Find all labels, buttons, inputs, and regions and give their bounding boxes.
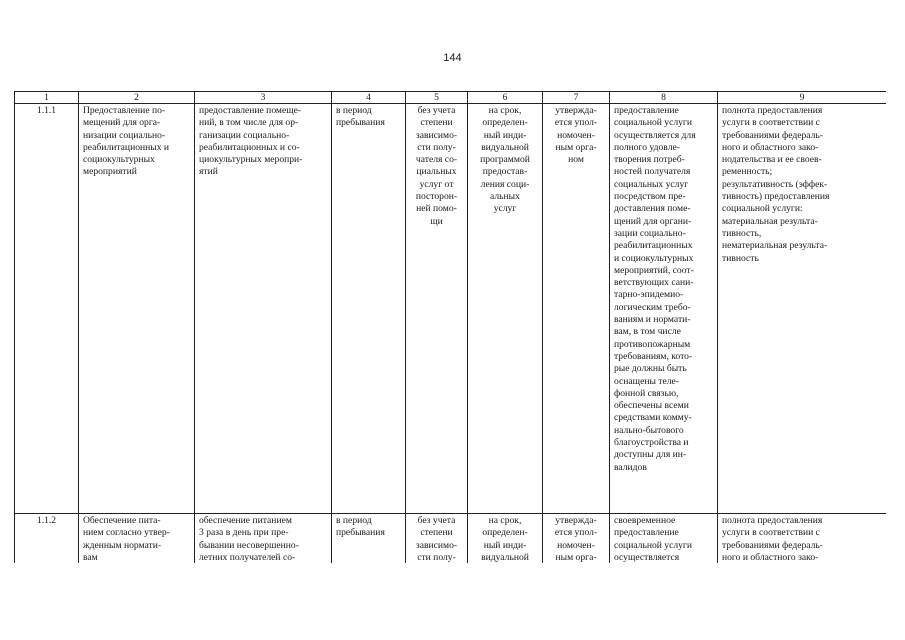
column-header: 9 — [718, 92, 887, 104]
column-header: 4 — [332, 92, 406, 104]
column-header: 8 — [610, 92, 718, 104]
services-table — [14, 91, 886, 563]
row-number: 1.1.2 — [15, 514, 79, 564]
column-numbers-row — [15, 92, 887, 104]
table-row — [15, 514, 887, 564]
service-name-cell: Обеспечение пита- нием согласно утвер- жденным нормати- вам — [79, 514, 195, 564]
service-conditions-cell: своевременное предоставление социальной услуги осуществляется — [610, 514, 718, 564]
service-term-cell: на срок, определен- ный инди- видуальной программой предостав- ления соци- альных услуг — [468, 104, 543, 514]
service-period-cell: в период пребывания — [332, 514, 406, 564]
service-quality-cell: полнота предоставления услуги в соответствии с требованиями федераль- ного и областного зако- — [718, 514, 887, 564]
table-row — [15, 104, 887, 514]
column-header: 2 — [79, 92, 195, 104]
row-number: 1.1.1 — [15, 104, 79, 514]
column-header: 1 — [15, 92, 79, 104]
service-quality-cell: полнота предоставления услуги в соответствии с требованиями федераль- ного и областного зако- нодательства и ее своев- ременность; результативность (эффек- тивность) предоставления социальной услуги: материальная результа- тивность, нематериальная результа- тивность — [718, 104, 887, 514]
service-content-cell: предоставление помеще- ний, в том числе для ор- ганизации социально- реабилитационных и со- циокультурных меропри- ятий — [195, 104, 332, 514]
service-tariff-cell: утвержда- ется упол- номочен- ным орга- ном — [543, 104, 610, 514]
column-header: 5 — [406, 92, 468, 104]
column-header: 7 — [543, 92, 610, 104]
service-conditions-cell: предоставление социальной услуги осуществляется для полного удовле- творения потреб- ностей получателя социальных услуг посредством пре- доставления поме- щений для органи- зации социально- реабилитационных и социокультурных мероприятий, соот- ветствующих сани- тарно-эпидемио- логическим требо- ваниям и нормати- вам, в том числе противопожарным требованиям, кото- рые должны быть оснащены теле- фонной связью, обеспечены всеми средствами комму- нально-бытового благоустройства и доступны для ин- валидов — [610, 104, 718, 514]
service-tariff-cell: утвержда- ется упол- номочен- ным орга- — [543, 514, 610, 564]
service-content-cell: обеспечение питанием 3 раза в день при пре- бывании несовершенно- летних получателей со- — [195, 514, 332, 564]
page-number: 144 — [443, 52, 462, 64]
service-name-cell: Предоставление по- мещений для орга- низации социально- реабилитационных и социокультурных мероприятий — [79, 104, 195, 514]
column-header: 3 — [195, 92, 332, 104]
service-volume-cell: без учета степени зависимо- сти полу- чателя со- циальных услуг от посторон- ней помо- щи — [406, 104, 468, 514]
service-period-cell: в период пребывания — [332, 104, 406, 514]
services-table-container — [14, 91, 886, 563]
column-header: 6 — [468, 92, 543, 104]
service-volume-cell: без учета степени зависимо- сти полу- — [406, 514, 468, 564]
service-term-cell: на срок, определен- ный инди- видуальной — [468, 514, 543, 564]
